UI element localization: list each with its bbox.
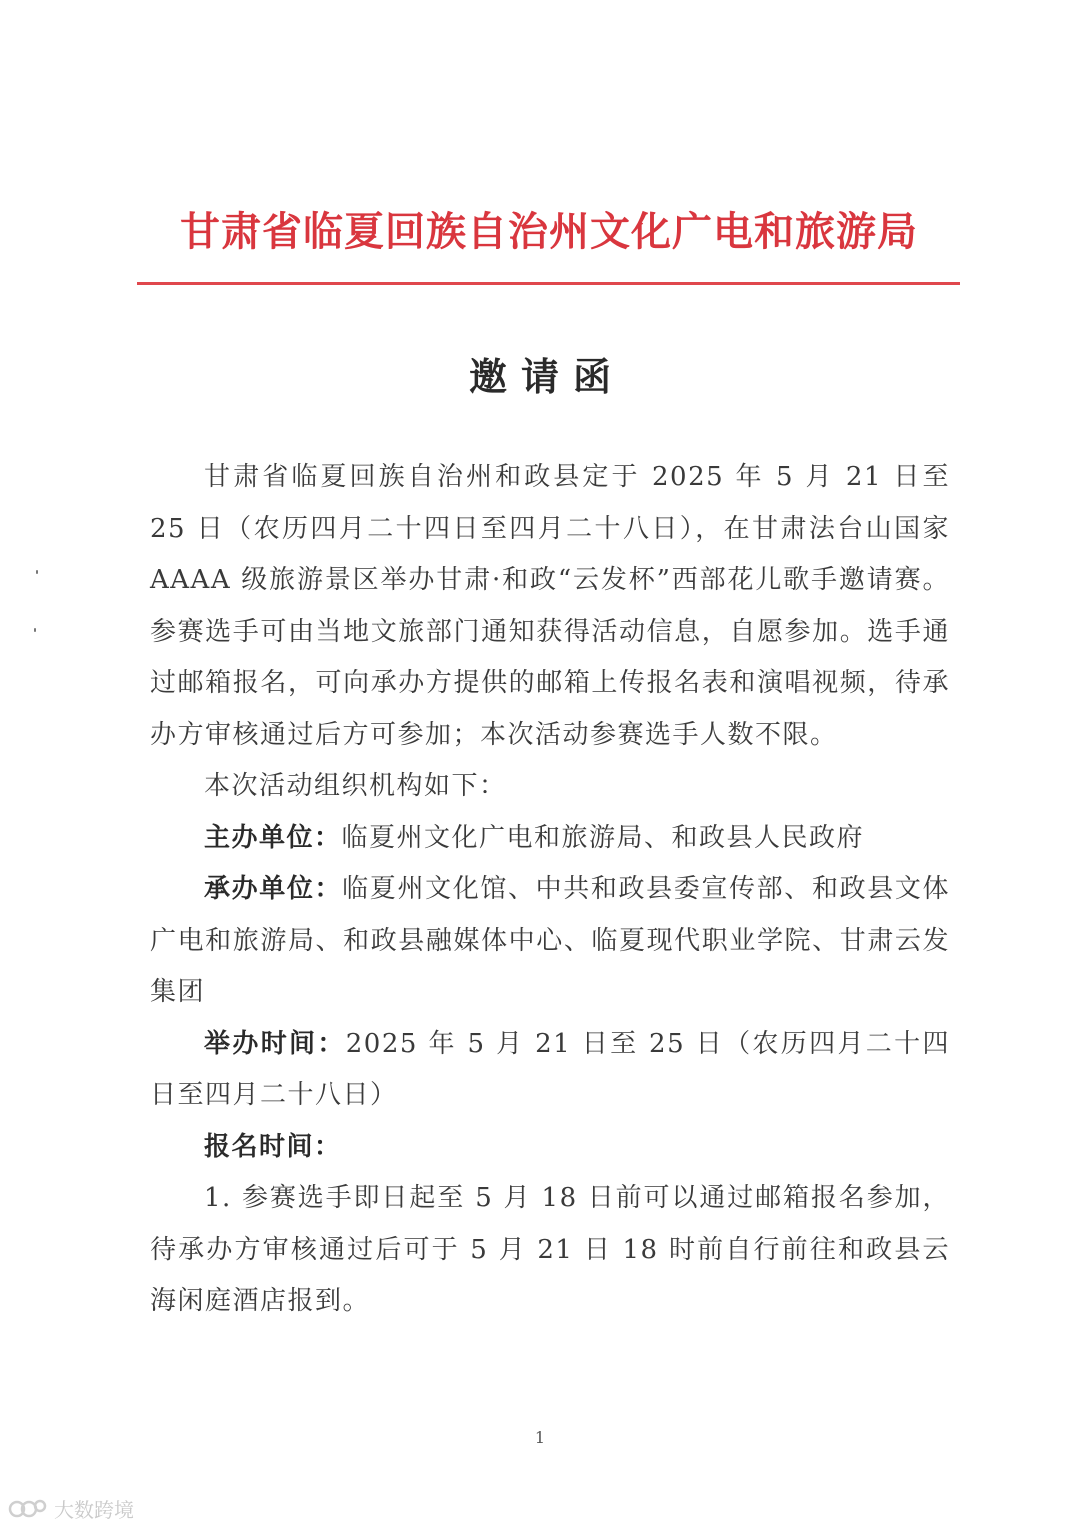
co-organizer-label: 承办单位： [204, 874, 343, 904]
event-time-value: 2025 年 5 月 21 日至 25 日（农历四月二十四日至四月二十八日） [150, 1028, 950, 1110]
organization-intro: 本次活动组织机构如下： [204, 771, 507, 801]
organizer-value: 临夏州文化广电和旅游局、和政县人民政府 [341, 822, 865, 853]
scan-speck [34, 628, 36, 632]
event-time-line [150, 1019, 950, 1122]
registration-label: 报名时间： [204, 1131, 342, 1162]
document-title: 邀请函 [468, 354, 625, 399]
organizer-label: 主办单位： [204, 822, 342, 853]
registration-heading [150, 1122, 950, 1174]
red-divider-line [137, 282, 960, 285]
page-number: 1 [534, 1428, 546, 1447]
intro-paragraph: 甘肃省临夏回族自治州和政县定于 2025 年 5 月 21 日至 25 日（农历四月二十四日至四月二十八日），在甘肃法台山国家 AAAA 级旅游景区举办甘肃·和政“云发杯”西部花儿歌手邀请赛。参赛选手可由当地文旅部门通知获得活动信息，自愿参加。选手通过邮箱报名，可向承办方提供的邮箱上传报名表和演唱视频，待承办方审核通过后方可参加；本次活动参赛选手人数不限。 [150, 462, 950, 750]
registration-item-1: 1. 参赛选手即日起至 5 月 18 日前可以通过邮箱报名参加，待承办方审核通过后可于 5 月 21 日 18 时前自行前往和政县云海闲庭酒店报到。 [150, 1183, 950, 1316]
co-organizer-value: 临夏州文化馆、中共和政县委宣传部、和政县文体广电和旅游局、和政县融媒体中心、临夏现代职业学院、甘肃云发集团 [150, 874, 950, 1007]
scan-speck [36, 570, 38, 574]
event-time-label: 举办时间： [204, 1028, 346, 1059]
document-body [150, 452, 950, 1328]
letterhead-title: 甘肃省临夏回族自治州文化广电和旅游局 [180, 208, 918, 255]
watermark-text: 大数跨境 [54, 1498, 134, 1522]
organizer-line [150, 813, 950, 865]
watermark [8, 1494, 134, 1523]
co-organizer-line [150, 864, 950, 1019]
brand-logo-icon [8, 1498, 48, 1520]
